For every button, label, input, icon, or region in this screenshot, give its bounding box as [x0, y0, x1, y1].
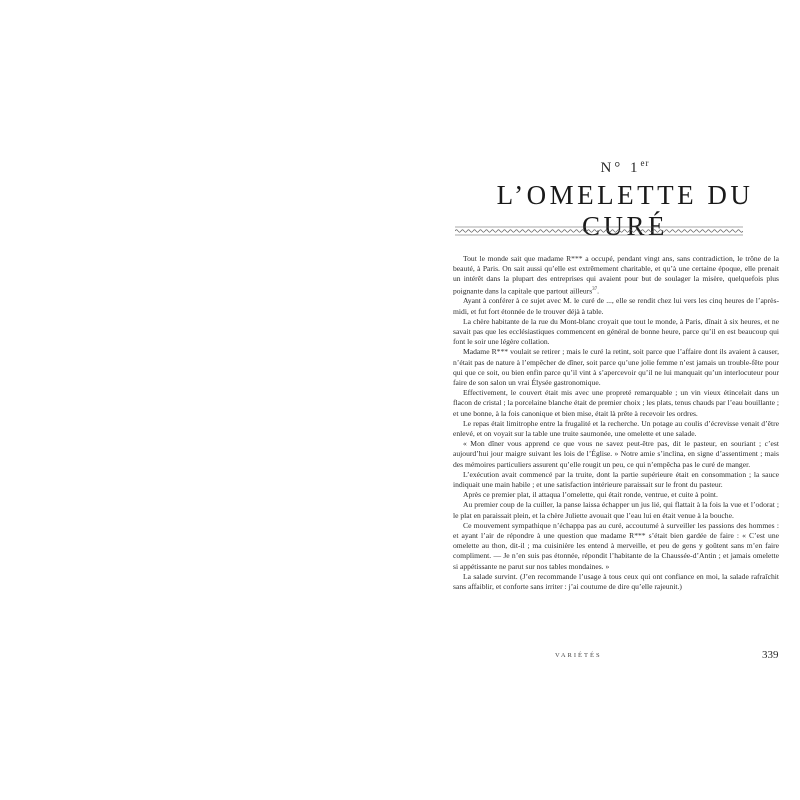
chapter-number [450, 158, 800, 177]
paragraph: Tout le monde sait que madame R*** a occupé, pendant vingt ans, sans contradiction, le trône de la beauté, à Paris. On sait aussi qu’elle est extrêmement charitable, et qu’à une certaine époque, elle prenait un intérêt dans la plupart des entreprises qui avaient pour but de soulager la misère, quelquefois plus poignante dans la capitale que partout ailleurs$^{37}$. [453, 254, 779, 296]
paragraph: Au premier coup de la cuiller, la panse laissa échapper un jus lié, qui flattait à la fois la vue et l’odorat ; le plat en paraissait plein, et la chère Juliette avouait que l’eau lui en était venue à la bouche. [453, 500, 779, 520]
footnote-reference: 37 [592, 286, 598, 292]
running-footer: VARIÉTÉS [555, 652, 602, 659]
paragraph: La chère habitante de la rue du Mont-blanc croyait que tout le monde, à Paris, dînait à six heures, et ne savait pas que les ecclésiastiques commencent en général de bonne heure, parce qu’il en est beaucoup qui font le soir une légère collation. [453, 316, 779, 347]
paragraph: Ayant à conférer à ce sujet avec M. le curé de ..., elle se rendit chez lui vers les cinq heures de l’après-midi, et fut fort étonnée de le trouver déjà à table. [453, 296, 779, 316]
paragraph: Madame R*** voulait se retirer ; mais le curé la retint, soit parce que l’affaire dont ils avaient à causer, n’était pas de nature à l’empêcher de dîner, soit parce qu’une jolie femme n’est jamais un trouble-fête pour qui que ce soit, ou bien enfin parce qu’il vint à s’apercevoir qu’il ne lui manquait qu’un interlocuteur pour faire de son salon un vrai Élysée gastronomique. [453, 347, 779, 387]
paragraph: Ce mouvement sympathique n’échappa pas au curé, accoutumé à surveiller les passions des hommes : et ayant l’air de répondre à une question que madame R*** s’était bien gardée de faire : « C’est une omelette au thon, dit-il ; ma cuisinière les entend à merveille, et peu de gens y goûtent sans m’en faire compliment. — Je n’en suis pas étonnée, répondit l’habitante de la Chaussée-d’Antin ; et jamais omelette si appétissante ne parut sur nos tables mondaines. » [453, 520, 779, 571]
paragraph-text: Tout le monde sait que madame R*** a occupé, pendant vingt ans, sans contradiction, le trône de la beauté, à Paris. On sait aussi qu’elle est extrêmement charitable, et qu’à une certaine époque, elle prenait un intérêt dans la plupart des entreprises qui avaient pour but de soulager la misère, quelquefois plus poignante dans la capitale que partout ailleurs [453, 254, 779, 296]
article-body [453, 254, 779, 592]
page-number: 339 [762, 649, 779, 661]
paragraph: La salade survint. (J’en recommande l’usage à tous ceux qui ont confiance en moi, la salade rafraîchit sans affaiblir, et conforte sans irriter : j’ai coutume de dire qu’elle rajeunit.) [453, 571, 779, 592]
paragraph: « Mon dîner vous apprend ce que vous ne savez peut-être pas, dit le pasteur, en souriant ; c’est aujourd’hui jour maigre suivant les lois de l’Église. » Notre amie s’inclina, en signe d’assentiment ; mais des mémoires particuliers assurent qu’elle rougit un peu, ce qui n’empêcha pas le curé de manger. [453, 439, 779, 469]
paragraph: L’exécution avait commencé par la truite, dont la partie supérieure était en consommation ; la sauce indiquait une main habile ; et une satisfaction intérieure paraissait sur le front du pasteur. [453, 469, 779, 489]
wave-ornament-icon [455, 226, 743, 236]
chapter-number-text: N° 1 [600, 160, 641, 176]
paragraph: Après ce premier plat, il attaqua l’omelette, qui était ronde, ventrue, et cuite à point. [463, 490, 718, 500]
paragraph: Effectivement, le couvert était mis avec une propreté remarquable ; un vin vieux étincelait dans un flacon de cristal ; la porcelaine blanche était de premier choix ; les plats, tenus chauds par l’eau bouillante ; et une bonne, à la fois canonique et bien mise, était là prête à recevoir les ordres. [453, 388, 779, 418]
paragraph: Le repas était limitrophe entre la frugalité et la recherche. Un potage au coulis d’écrevisse venait d’être enlevé, et on voyait sur la table une truite saumonée, une omelette et une salade. [453, 418, 779, 438]
chapter-number-superscript: er [640, 158, 650, 168]
chapter-title: L’OMELETTE DU CURÉ [496, 180, 754, 241]
